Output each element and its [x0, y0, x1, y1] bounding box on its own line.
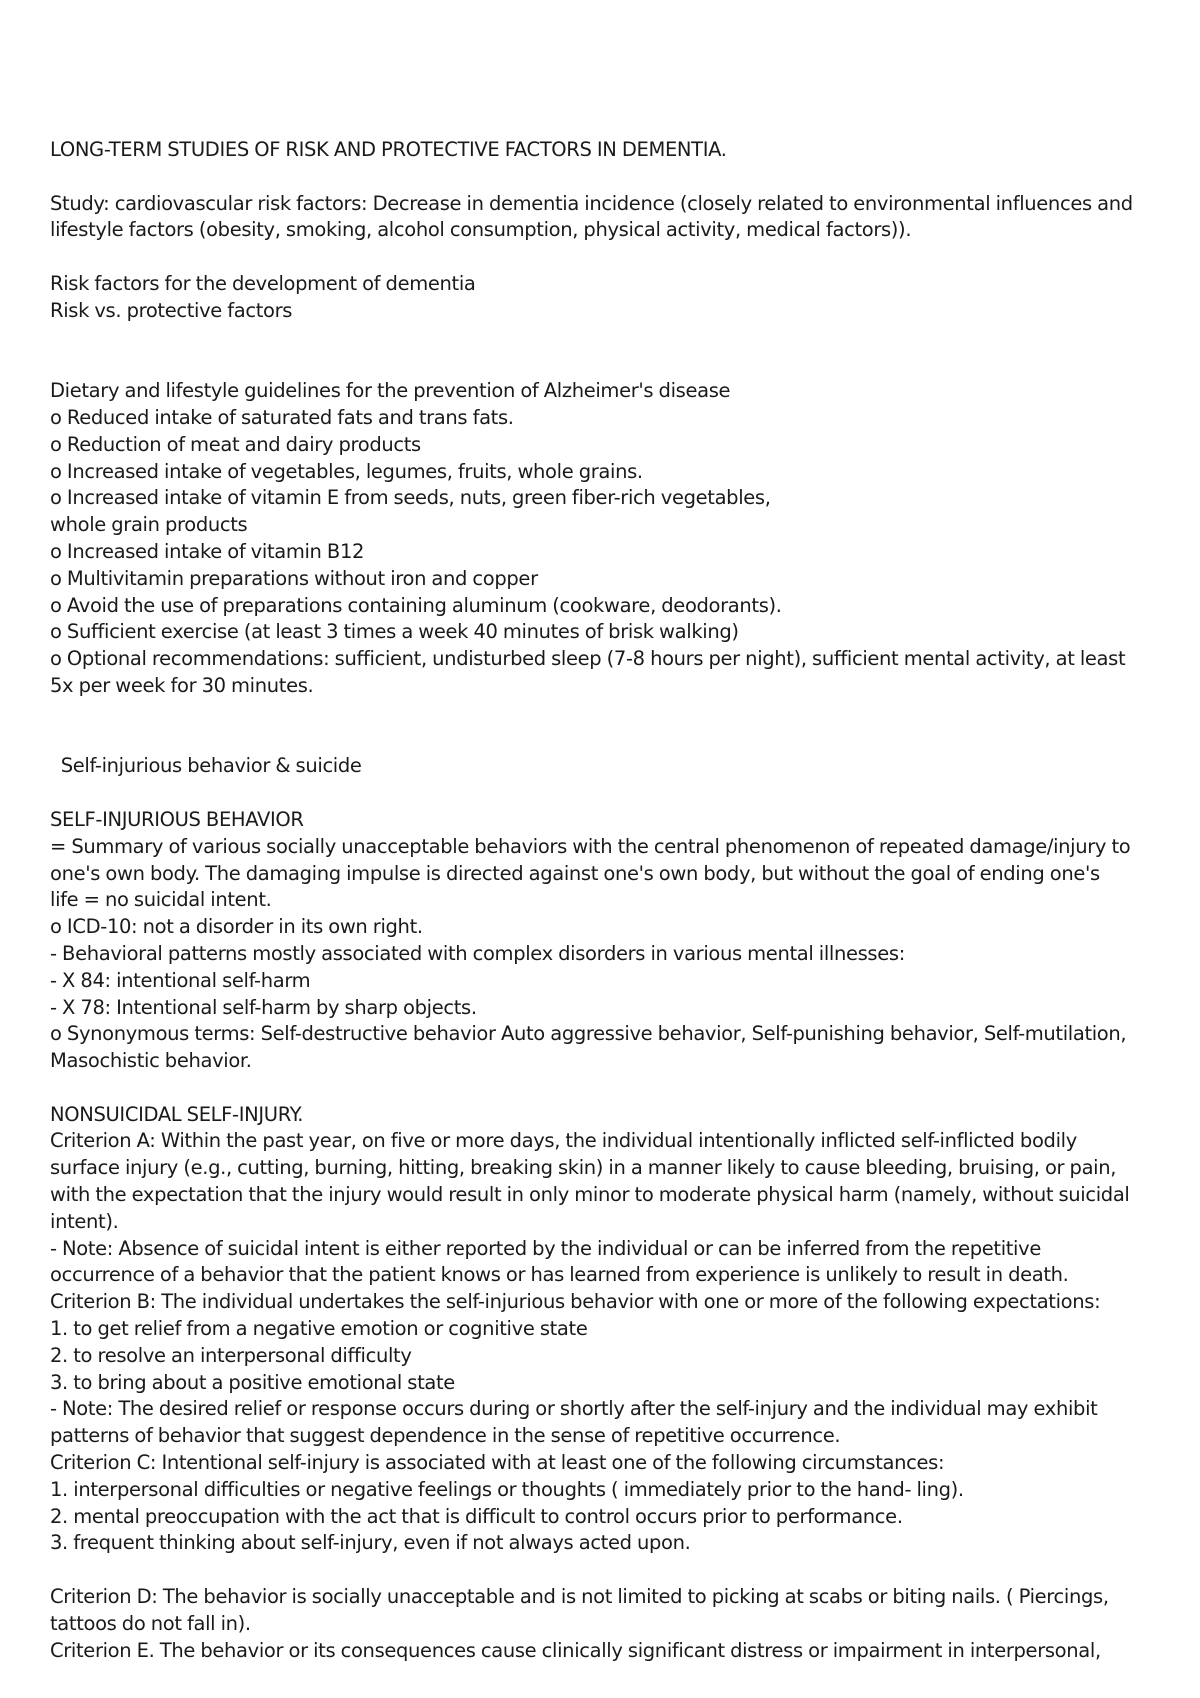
nssi-block — [50, 1102, 1180, 1558]
list-item: o Increased intake of vegetables, legumes, fruits, whole grains. — [50, 459, 643, 483]
text-line: - X 84: intentional self-harm — [50, 968, 311, 992]
text-line: Risk factors for the development of dementia — [50, 271, 476, 295]
self-injurious-block — [50, 807, 1180, 1075]
text-line: - X 78: Intentional self-harm by sharp objects. — [50, 995, 477, 1019]
text-line: with the expectation that the injury would result in only minor to moderate physical harm (namely, without suicidal — [50, 1183, 1130, 1207]
text-line: 3. to bring about a positive emotional state — [50, 1370, 455, 1394]
document-title: LONG-TERM STUDIES OF RISK AND PROTECTIVE FACTORS IN DEMENTIA. — [50, 138, 727, 161]
text-line: Criterion D: The behavior is socially unacceptable and is not limited to picking at scabs or biting nails. ( Piercings, — [50, 1585, 1109, 1609]
section-heading: Self-injurious behavior & suicide — [50, 754, 362, 778]
text-line: surface injury (e.g., cutting, burning, hitting, breaking skin) in a manner likely to cause bleeding, bruising, or pain, — [50, 1156, 1117, 1180]
text-line: Criterion E. The behavior or its consequences cause clinically significant distress or impairment in interpersonal, — [50, 1638, 1101, 1662]
document-page — [50, 137, 1180, 1664]
text-line: o ICD-10: not a disorder in its own right. — [50, 915, 423, 939]
text-line: Criterion B: The individual undertakes the self-injurious behavior with one or more of the following expectations: — [50, 1290, 1101, 1314]
list-item: o Reduction of meat and dairy products — [50, 432, 421, 456]
list-item: o Increased intake of vitamin B12 — [50, 539, 365, 563]
guidelines-list — [50, 378, 1180, 700]
criteria-d-e-block — [50, 1584, 1180, 1664]
risk-factors-block — [50, 271, 1180, 325]
text-line: NONSUICIDAL SELF-INJURY. — [50, 1102, 304, 1126]
list-item: o Avoid the use of preparations containing aluminum (cookware, deodorants). — [50, 593, 782, 617]
text-line: life = no suicidal intent. — [50, 888, 272, 912]
text-line: intent). — [50, 1209, 119, 1233]
text-line: Criterion A: Within the past year, on five or more days, the individual intentionally inflicted self-inflicted bodily — [50, 1129, 1077, 1153]
text-line: 1. to get relief from a negative emotion or cognitive state — [50, 1317, 588, 1341]
text-line: - Behavioral patterns mostly associated with complex disorders in various mental illnesses: — [50, 941, 905, 965]
list-item: o Reduced intake of saturated fats and trans fats. — [50, 405, 514, 429]
text-line: one's own body. The damaging impulse is directed against one's own body, but without the goal of ending one's — [50, 861, 1100, 885]
list-item: o Multivitamin preparations without iron and copper — [50, 566, 538, 590]
list-item: o Optional recommendations: sufficient, undisturbed sleep (7-8 hours per night), sufficient mental activity, at least — [50, 647, 1126, 671]
text-line: 1. interpersonal difficulties or negative feelings or thoughts ( immediately prior to the hand- ling). — [50, 1477, 964, 1501]
text-line: 3. frequent thinking about self-injury, even if not always acted upon. — [50, 1531, 691, 1555]
text-line: 2. to resolve an interpersonal difficulty — [50, 1343, 412, 1367]
text-line: Masochistic behavior. — [50, 1049, 252, 1073]
text-line: SELF-INJURIOUS BEHAVIOR — [50, 807, 304, 831]
text-line: lifestyle factors (obesity, smoking, alcohol consumption, physical activity, medical factors)). — [50, 218, 912, 242]
list-item: whole grain products — [50, 513, 248, 537]
text-line: patterns of behavior that suggest dependence in the sense of repetitive occurrence. — [50, 1424, 841, 1448]
list-item: Dietary and lifestyle guidelines for the prevention of Alzheimer's disease — [50, 379, 731, 403]
list-item: 5x per week for 30 minutes. — [50, 673, 314, 697]
text-line: - Note: The desired relief or response occurs during or shortly after the self-injury and the individual may exhibit — [50, 1397, 1098, 1421]
text-line: occurrence of a behavior that the patient knows or has learned from experience is unlikely to result in death. — [50, 1263, 1069, 1287]
text-line: Risk vs. protective factors — [50, 298, 293, 322]
text-line: 2. mental preoccupation with the act that is difficult to control occurs prior to performance. — [50, 1504, 903, 1528]
text-line: = Summary of various socially unacceptable behaviors with the central phenomenon of repeated damage/injury to — [50, 834, 1131, 858]
text-line: o Synonymous terms: Self-destructive behavior Auto aggressive behavior, Self-punishing behavior, Self-mutilation, — [50, 1022, 1127, 1046]
study-paragraph — [50, 191, 1180, 245]
text-line: tattoos do not fall in). — [50, 1611, 251, 1635]
text-line: Study: cardiovascular risk factors: Decrease in dementia incidence (closely related to environmental influences and — [50, 191, 1133, 215]
text-line: Criterion C: Intentional self-injury is associated with at least one of the following circumstances: — [50, 1451, 945, 1475]
list-item: o Sufficient exercise (at least 3 times a week 40 minutes of brisk walking) — [50, 620, 739, 644]
text-line: - Note: Absence of suicidal intent is either reported by the individual or can be inferred from the repetitive — [50, 1236, 1041, 1260]
list-item: o Increased intake of vitamin E from seeds, nuts, green fiber-rich vegetables, — [50, 486, 771, 510]
